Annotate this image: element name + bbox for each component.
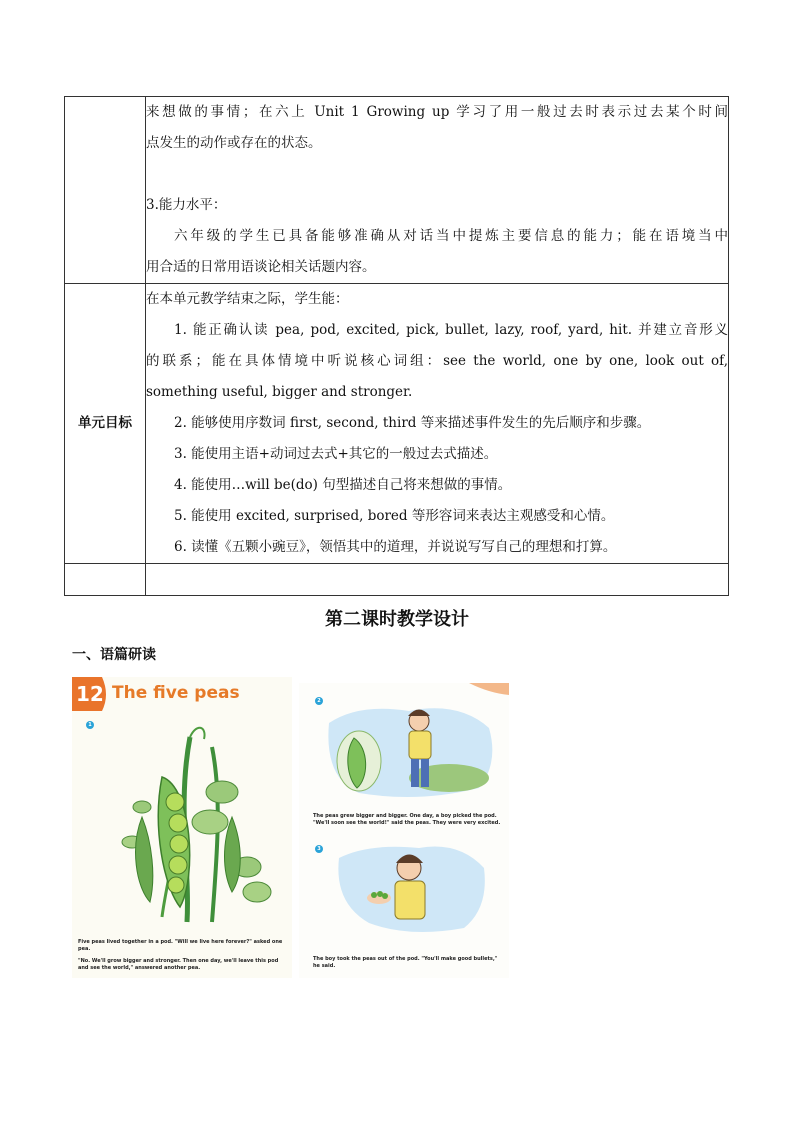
row-label-empty [65,97,146,284]
table-row [65,564,729,596]
empty-cell [146,564,729,596]
textbook-title: The five peas [112,683,240,703]
text-line: 3.能力水平： [146,197,227,213]
row-label-empty [65,564,146,596]
text-line: 六年级的学生已具备能够准确从对话当中提炼主要信息的能力；能在语境当中 [174,228,728,244]
table-row [65,97,729,284]
text-line: 来想做的事情；在六上 Unit 1 Growing up 学习了用一般过去时表示过去某个时间 [146,104,728,120]
text-line: 点发生的动作或存在的状态。 [146,135,322,151]
panel-number-badge: 3 [315,845,323,853]
goal-line: 4. 能使用…will be(do) 句型描述自己将来想做的事情。 [174,477,512,493]
row-label-unit-goals: 单元目标 [65,284,146,564]
text-line: 用合适的日常用语谈论相关话题内容。 [146,259,376,275]
page-title: 第二课时教学设计 [325,609,469,630]
goal-line: 1. 能正确认读 pea, pod, excited, pick, bullet, lazy, roof, yard, hit. 并建立音形义 [174,322,728,338]
goal-line: 5. 能使用 excited, surprised, bored 等形容词来表达主观感受和心情。 [174,508,615,524]
goal-line: 2. 能够使用序数词 first, second, third 等来描述事件发生的先后顺序和步骤。 [174,415,651,431]
caption: "No. We'll grow bigger and stronger. Then one day, we'll leave this pod and see the world," answered another pea. [78,958,279,971]
goal-line: 6. 读懂《五颗小豌豆》，领悟其中的道理，并说说写写自己的理想和打算。 [174,539,617,555]
panel-number-badge: 2 [315,697,323,705]
goal-line: 的联系；能在具体情境中听说核心词组：see the world, one by one, look out of, [146,353,728,369]
learner-analysis-cell [146,97,729,284]
caption: The boy took the peas out of the pod. "You'll make good bullets," he said. [313,956,498,969]
unit-goals-cell [146,284,729,564]
lesson-plan-table [64,96,729,596]
textbook-page-right [299,683,509,978]
pea-plant-illustration [72,677,292,978]
boy-illustrations [299,683,509,978]
goal-line: something useful, bigger and stronger. [146,384,413,400]
text-line: 在本单元教学结束之际，学生能： [146,291,349,307]
panel-number-badge: 1 [86,721,94,729]
unit-number: 12 [76,682,104,706]
goal-line: 3. 能使用主语+动词过去式+其它的一般过去式描述。 [174,446,498,462]
textbook-page-left [72,677,292,978]
section-title: 一、语篇研读 [72,647,156,663]
caption: The peas grew bigger and bigger. One day, a boy picked the pod. "We'll soon see the world!" said the peas. They were very excited. [313,813,501,826]
table-row [65,284,729,564]
caption: Five peas lived together in a pod. "Will we live here forever?" asked one pea. [78,939,283,952]
